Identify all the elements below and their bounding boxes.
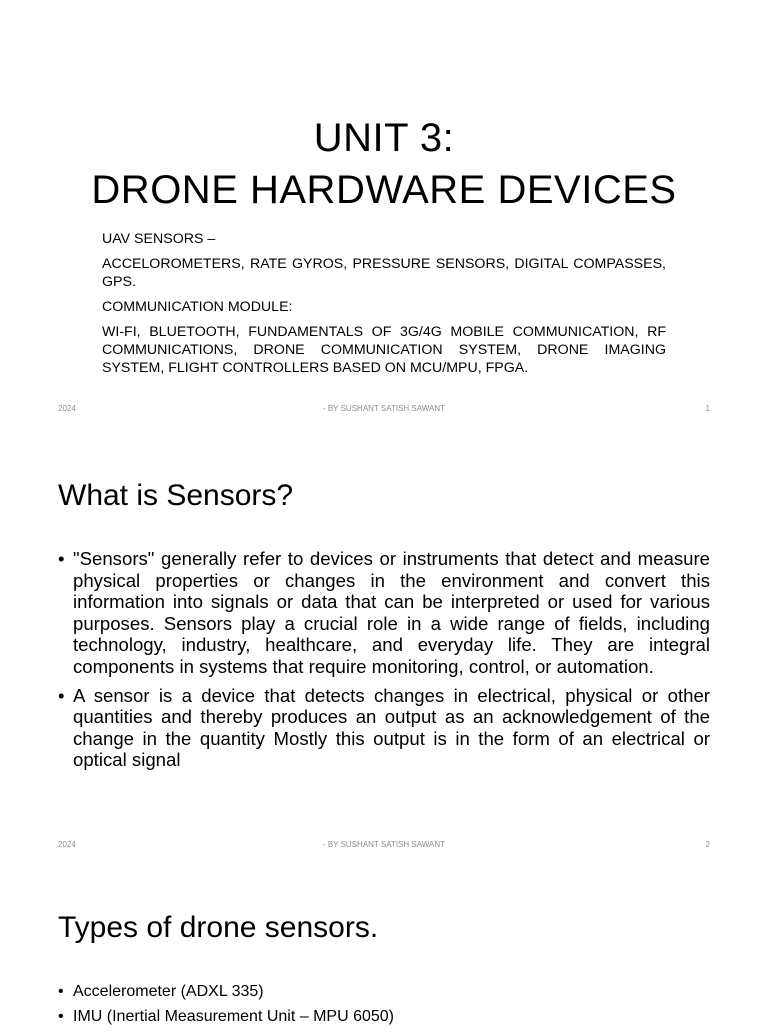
slide-3 bbox=[0, 866, 768, 1024]
subtitle-line: ACCELOROMETERS, RATE GYROS, PRESSURE SENSORS, DIGITAL COMPASSES, GPS. bbox=[102, 256, 666, 290]
footer-date: 2024 bbox=[58, 404, 76, 413]
footer-page-number: 1 bbox=[705, 404, 710, 413]
bullet-text: "Sensors" generally refer to devices or instruments that detect and measure physical properties or changes in the environment and convert this information into signals or data that can be interpreted or used for various purposes. Sensors play a crucial role in a wide range of fields, including technology, industry, healthcare, and everyday life. They are integral components in systems that require monitoring, control, or automation. bbox=[73, 548, 710, 677]
footer-author: - BY SUSHANT SATISH SAWANT bbox=[322, 840, 446, 849]
slide-1 bbox=[0, 0, 768, 432]
footer-date: 2024 bbox=[58, 840, 76, 849]
bullet-item bbox=[58, 982, 710, 1002]
bullet-list bbox=[58, 982, 710, 1032]
bullet-icon: • bbox=[58, 983, 64, 1000]
slide-heading: What is Sensors? bbox=[58, 479, 294, 512]
slide-2 bbox=[0, 432, 768, 866]
bullet-icon: • bbox=[58, 684, 65, 706]
subtitle-line: COMMUNICATION MODULE: bbox=[102, 299, 293, 315]
slide-footer bbox=[58, 840, 710, 852]
footer-page-number: 2 bbox=[705, 840, 710, 849]
slide-subtitle bbox=[102, 230, 666, 384]
bullet-item bbox=[58, 685, 710, 771]
subtitle-line: UAV SENSORS – bbox=[102, 231, 216, 247]
bullet-text: A sensor is a device that detects changes in electrical, physical or other quantities and thereby produces an output as an acknowledgement of the change in the quantity Mostly this output is in the form of an electrical or optical signal bbox=[73, 684, 710, 771]
bullet-icon: • bbox=[58, 548, 65, 569]
slide-heading: Types of drone sensors. bbox=[58, 911, 379, 944]
title-line-1: UNIT 3: bbox=[313, 116, 455, 160]
bullet-item bbox=[58, 548, 710, 678]
slide-footer bbox=[58, 404, 710, 416]
bullet-text: Accelerometer (ADXL 335) bbox=[73, 983, 264, 1000]
bullet-text: IMU (Inertial Measurement Unit – MPU 6050) bbox=[73, 1008, 394, 1025]
bullet-icon: • bbox=[58, 1008, 64, 1025]
bullet-item bbox=[58, 1007, 710, 1027]
bullet-list bbox=[58, 548, 710, 778]
footer-author: - BY SUSHANT SATISH SAWANT bbox=[322, 404, 446, 413]
subtitle-line: WI-FI, BLUETOOTH, FUNDAMENTALS OF 3G/4G MOBILE COMMUNICATION, RF COMMUNICATIONS, DRONE COMMUNICATION SYSTEM, DRONE IMAGING SYSTEM, FLIGHT CONTROLLERS BASED ON MCU/MPU, FPGA. bbox=[102, 324, 666, 376]
slide-title bbox=[0, 112, 768, 216]
title-line-2: DRONE HARDWARE DEVICES bbox=[91, 168, 677, 212]
